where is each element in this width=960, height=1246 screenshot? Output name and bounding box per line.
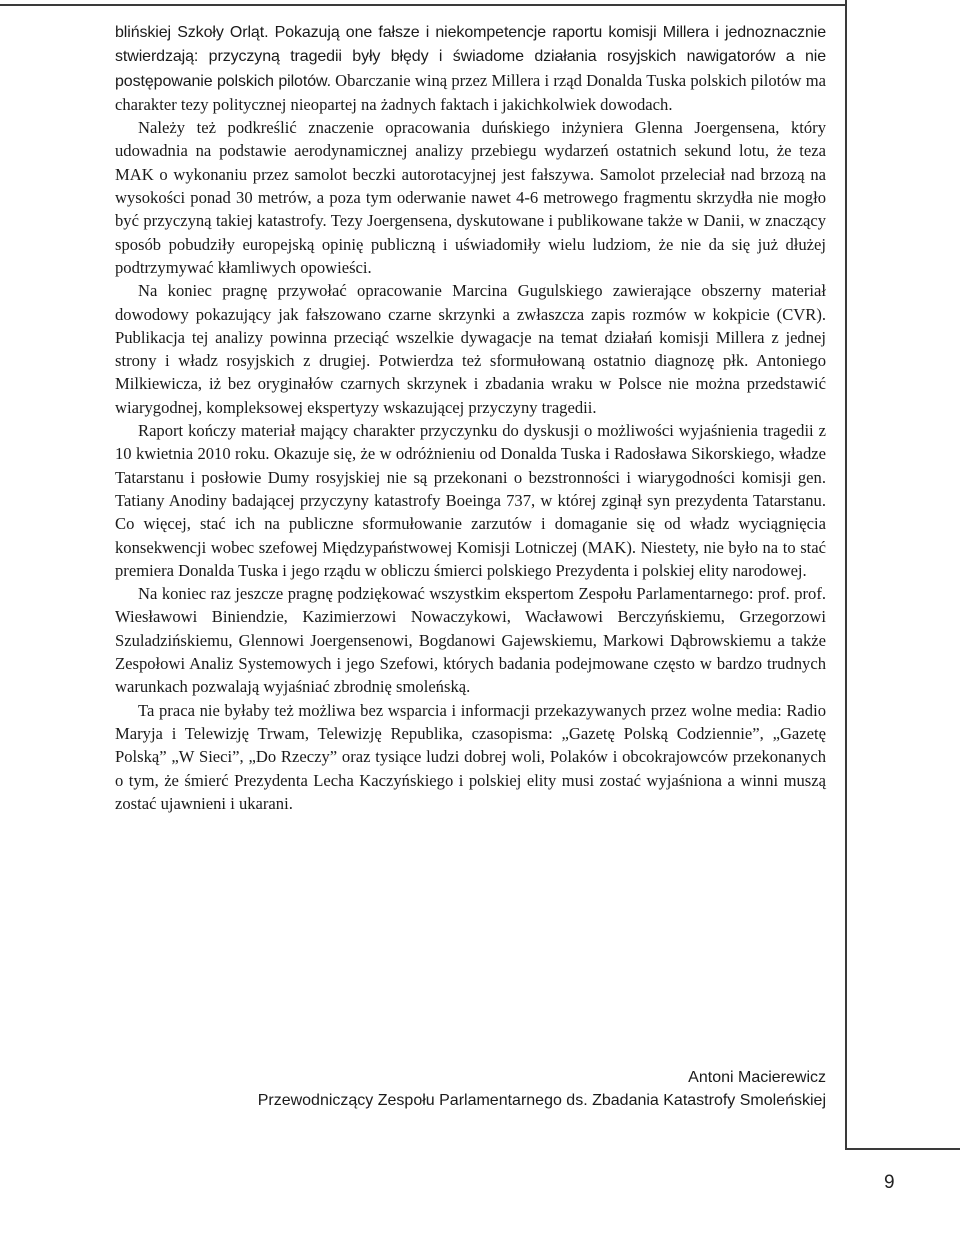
paragraph-intro bbox=[115, 20, 826, 116]
paragraph: Ta praca nie byłaby też możliwa bez wsparcia i informacji przekazywanych przez wolne media: Radio Maryja i Telewizję Trwam, Telewizję Republika, czasopisma: „Gazetę Polską Codziennie”, „Gazetę Polską” „W Sieci”, „Do Rzeczy” oraz tysiące ludzi dobrej woli, Polaków i obcokrajowców przekonanych o tym, że śmierć Prezydenta Lecha Kaczyńskiego i polskiej elity musi zostać wyjaśniona a winni muszą zostać ujawnieni i ukarani. bbox=[115, 700, 826, 813]
signature-name: Antoni Macierewicz bbox=[688, 1069, 826, 1086]
body-text bbox=[115, 20, 826, 815]
signature-role: Przewodniczący Zespołu Parlamentarnego ds. Zbadania Katastrofy Smoleńskiej bbox=[257, 1092, 826, 1109]
paragraph: Na koniec raz jeszcze pragnę podziękować wszystkim ekspertom Zespołu Parlamentarnego: prof. prof. Wiesławowi Biniendzie, Kazimierzowi Nowaczykowi, Wacławowi Berczyńskiemu, Grzegorzowi Szuladzińskiemu, Glennowi Joergensenowi, Bogdanowi Gajewskiemu, Markowi Dąbrowskiemu a także Zespołowi Analiz Systemowych i jego Szefowi, których badania podejmowane często w bardzo trudnych warunkach pozwalają wyjaśniać zbrodnię smoleńską. bbox=[115, 584, 826, 697]
footer-band bbox=[845, 1148, 960, 1226]
intro-sans-text: blińskiej Szkoły Orląt. Pokazują one fałsze i niekompetencje raportu komisji Millera i jednoznacznie stwierdzają: przyczyną tragedii były błędy i świadome działania rosyjskich nawigatorów a nie postępowanie polskich pilotów. bbox=[115, 24, 826, 90]
paragraph: Na koniec pragnę przywołać opracowanie Marcina Gugulskiego zawierające obszerny materiał dowodowy pokazujący jak fałszowano czarne skrzynki a zwłaszcza zapis rozmów w kokpicie (CVR). Publikacja tej analizy powinna przeciąć wszelkie dywagacje na temat działań komisji Millera z jednej strony i władz rosyjskich z drugiej. Potwierdza też sformułowaną ostatnio diagnozę płk. Antoniego Milkiewicza, iż bez oryginałów czarnych skrzynek i zbadania wraku w Polsce nie można przedstawić wiarygodnej, kompleksowej ekspertyzy wskazującej przyczyny tragedii. bbox=[115, 281, 826, 417]
top-rule bbox=[0, 4, 847, 6]
margin-rule bbox=[845, 0, 847, 1150]
signature-block bbox=[258, 1066, 826, 1112]
intro-serif-text: Obarczanie winą przez Millera i rząd Donalda Tuska polskich pilotów ma charakter tezy politycznej nieopartej na żadnych faktach i jakichkolwiek dowodach. bbox=[115, 70, 826, 114]
paragraph: Należy też podkreślić znaczenie opracowania duńskiego inżyniera Glenna Joergensena, który udowadnia na podstawie aerodynamicznej analizy przebiegu wydarzeń ostatnich sekund lotu, że teza MAK o wykonaniu przez samolot beczki autorotacyjnej jest fałszywa. Samolot przeleciał nad brzozą na wysokości ponad 30 metrów, a poza tym oderwanie nawet 4-6 metrowego fragmentu skrzydła nie mogło być przyczyną takiej katastrofy. Tezy Joergensena, dyskutowane i publikowane także w Danii, w znaczący sposób pobudziły europejską opinię publiczną i uświadomiły wielu ludziom, że nie da się już dłużej podtrzymywać kłamliwych opowieści. bbox=[115, 118, 826, 277]
paragraph: Raport kończy materiał mający charakter przyczynku do dyskusji o możliwości wyjaśnienia tragedii z 10 kwietnia 2010 roku. Okazuje się, że w odróżnieniu od Donalda Tuska i Radosława Sikorskiego, władze Tatarstanu i posłowie Dumy rosyjskiej nie są przekonani o bezstronności i wiarygodności komisji gen. Tatiany Anodiny badającej przyczyny katastrofy Boeinga 737, w której zginął syn prezydenta Tatarstanu. Co więcej, stać ich na publiczne sformułowanie zarzutów i domaganie się od władz wyciągnięcia konsekwencji wobec szefowej Międzypaństwowej Komisji Lotniczej (MAK). Niestety, nie było na to stać premiera Donalda Tuska i jego rządu w obliczu śmierci polskiego Prezydenta i polskiej elity narodowej. bbox=[115, 421, 826, 580]
page-number: 9 bbox=[884, 1172, 895, 1193]
